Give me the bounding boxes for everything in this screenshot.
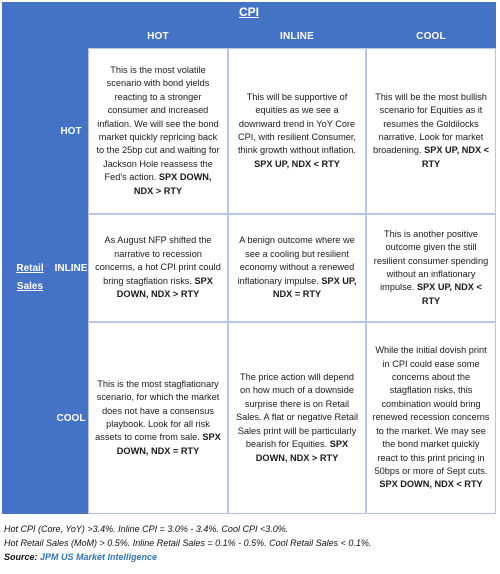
retail-sales-definition-note: Hot Retail Sales (MoM) > 0.5%. Inline Retail Sales = 0.1% - 0.5%. Cool Retail Sales < 0.1%. <box>4 538 372 548</box>
cpi-axis-title: CPI <box>238 5 259 19</box>
cell-text: This is another positive outcome given the still resilient consumer spending without an inflationary impulse. <box>373 228 489 293</box>
cell-text: As August NFP shifted the narrative to recession concerns, a hot CPI print could bring stagflation risks. <box>95 235 221 286</box>
cell-text: This is the most volatile scenario with bond yields reacting to a stronger consumer and increased inflation. We will see the bond market quickly repricing back to the 25bp cut and waiting for Jackson Hole reassess the Fed's action. <box>96 64 220 183</box>
retail-sales-label-line2: Sales <box>16 281 44 292</box>
cell-verdict: SPX DOWN, NDX > RTY <box>116 275 213 300</box>
row-header-hot: HOT <box>60 125 82 137</box>
source-label: Source: <box>4 552 38 562</box>
scenario-matrix <box>2 2 496 514</box>
cell-verdict: SPX UP, NDX < RTY <box>416 282 482 306</box>
cell-hot-retail-cool-cpi <box>366 48 496 214</box>
cell-text: This will be supportive of equities as we see a downward trend in YoY Core CPI, with resilient Consumer, think growth without inflation. <box>238 91 356 156</box>
cell-text: This is the most stagflationary scenario, for which the market does not have a consensus playbook. Look for all risk assets to come from sale. <box>95 378 220 443</box>
row-header-cool: COOL <box>56 412 86 424</box>
footnotes <box>4 522 496 564</box>
cell-text: The price action will depend on how much of a downside surprise there is on Retail Sales. A flat or negative Retail Sales print will be particularly bearish for Equities. <box>235 372 359 450</box>
cell-verdict: SPX UP, NDX < RTY <box>421 145 490 169</box>
cell-verdict: SPX DOWN, NDX = RTY <box>116 432 221 456</box>
column-header-hot: HOT <box>147 31 169 42</box>
cell-text: While the initial dovish print in CPI could ease some concerns about the stagflation risks, this combination would bring renewed recession concerns to the market. We may see the bond market quickly react to this print pricing in 50bps or more of Sept cuts. <box>372 345 490 476</box>
cell-cool-retail-hot-cpi <box>88 322 228 514</box>
cell-text: This will be the most bullish scenario for Equities as it resumes the Goldilocks narrative. Look for market broadening. <box>372 91 487 156</box>
row-header-inline: INLINE <box>54 262 88 274</box>
cell-verdict: SPX UP, NDX = RTY <box>272 275 357 300</box>
retail-sales-label-line1: Retail <box>16 263 44 274</box>
cell-verdict: SPX UP, NDX < RTY <box>254 158 340 169</box>
cell-inline-retail-cool-cpi <box>366 214 496 322</box>
column-header-cool: COOL <box>416 31 446 42</box>
cell-verdict: SPX DOWN, NDX > RTY <box>255 439 349 463</box>
cpi-definition-note: Hot CPI (Core, YoY) >3.4%. Inline CPI = 3.0% - 3.4%. Cool CPI <3.0%. <box>4 524 289 534</box>
cell-inline-retail-hot-cpi <box>88 214 228 322</box>
cell-cool-retail-inline-cpi <box>228 322 366 514</box>
cell-verdict: SPX DOWN, NDX < RTY <box>379 479 483 490</box>
cell-hot-retail-hot-cpi <box>88 48 228 214</box>
cell-hot-retail-inline-cpi <box>228 48 366 214</box>
source-name: JPM US Market Intelligence <box>40 552 158 562</box>
cell-verdict: SPX DOWN, NDX > RTY <box>133 172 212 196</box>
column-header-inline: INLINE <box>280 31 314 42</box>
retail-sales-axis-label <box>6 260 54 296</box>
cell-text: A benign outcome where we see a cooling but resilient economy without a renewed inflationary impulse. <box>237 235 355 286</box>
cell-cool-retail-cool-cpi <box>366 322 496 514</box>
cell-inline-retail-inline-cpi <box>228 214 366 322</box>
source-line <box>4 550 496 564</box>
